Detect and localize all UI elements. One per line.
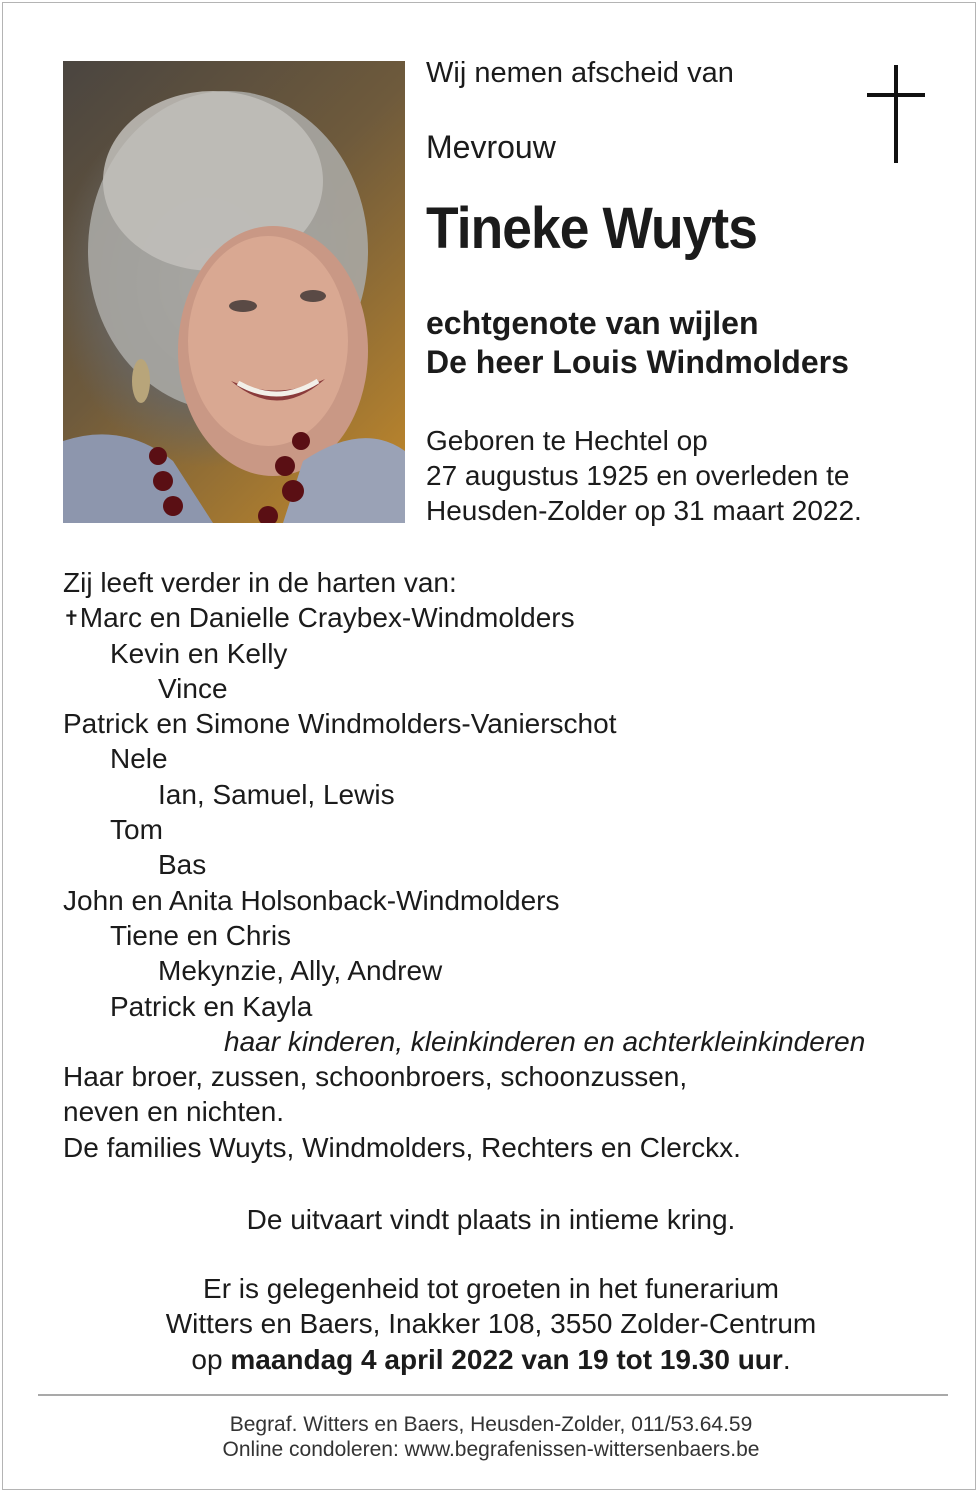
intro-text: Wij nemen afscheid van — [426, 57, 734, 89]
death-notice — [2, 2, 976, 1490]
family-member: Nele — [110, 743, 168, 775]
visitation-line-2: Witters en Baers, Inakker 108, 3550 Zolder-Centrum — [165, 1308, 817, 1339]
family-member: Tiene en Chris — [110, 919, 292, 951]
spouse-line-1: echtgenote van wijlen — [426, 305, 759, 341]
footer-condolence-link[interactable]: Online condoleren: www.begrafenissen-wittersenbaers.be — [222, 1438, 760, 1461]
spouse-line-2: De heer Louis Windmolders — [426, 344, 849, 380]
family-member: Patrick en Simone Windmolders-Vanierschot — [63, 708, 617, 740]
family-member: ✝Marc en Danielle Craybex-Windmolders — [63, 602, 575, 634]
footer-funeral-home: Begraf. Witters en Baers, Heusden-Zolder, 011/53.64.59 — [229, 1413, 753, 1436]
birth-death-info — [426, 423, 862, 528]
family-member: Kevin en Kelly — [110, 637, 288, 669]
family-cousins: neven en nichten. — [63, 1096, 285, 1128]
family-member: Ian, Samuel, Lewis — [158, 778, 395, 810]
family-intro: Zij leeft verder in de harten van: — [63, 567, 457, 598]
birth-line-2: 27 augustus 1925 en overleden te — [426, 460, 850, 491]
ceremony-text: De uitvaart vindt plaats in intieme kring. — [246, 1204, 736, 1235]
family-list — [63, 565, 943, 1165]
birth-line-1: Geboren te Hechtel op — [426, 425, 708, 456]
dagger-icon: ✝ — [63, 608, 80, 631]
birth-line-3: Heusden-Zolder op 31 maart 2022. — [426, 495, 862, 526]
visitation-line-3: op maandag 4 april 2022 van 19 tot 19.30 uur. — [191, 1344, 791, 1375]
honorific: Mevrouw — [426, 129, 556, 165]
family-summary: haar kinderen, kleinkinderen en achterkleinkinderen — [224, 1025, 866, 1057]
family-families: De families Wuyts, Windmolders, Rechters en Clerckx. — [63, 1131, 741, 1163]
divider — [38, 1394, 948, 1396]
family-member: Vince — [158, 672, 228, 704]
portrait-illustration — [63, 61, 405, 523]
visitation-line-1: Er is gelegenheid tot groeten in het funerarium — [203, 1273, 779, 1304]
family-member: John en Anita Holsonback-Windmolders — [63, 884, 560, 916]
family-siblings: Haar broer, zussen, schoonbroers, schoonzussen, — [63, 1061, 688, 1093]
portrait-photo — [63, 61, 405, 523]
family-member: Patrick en Kayla — [110, 990, 313, 1022]
cross-icon — [867, 65, 925, 163]
family-member: Mekynzie, Ally, Andrew — [158, 955, 443, 987]
deceased-name: Tineke Wuyts — [426, 196, 757, 261]
family-member: Bas — [158, 849, 207, 881]
visitation-datetime: maandag 4 april 2022 van 19 tot 19.30 uur — [230, 1344, 783, 1375]
family-member: Tom — [110, 814, 163, 846]
